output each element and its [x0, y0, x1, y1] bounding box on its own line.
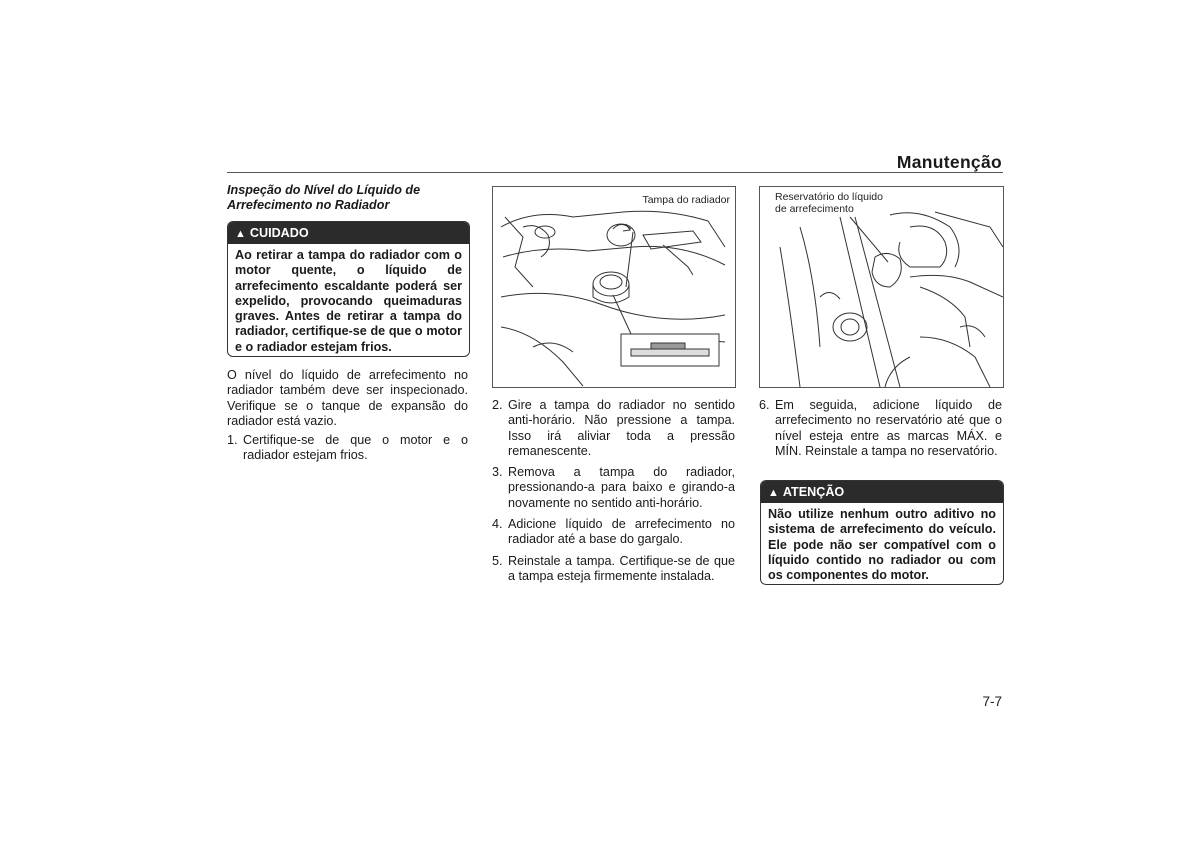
- steps-list-col1: [227, 433, 468, 470]
- steps-list-col3: [759, 398, 1002, 465]
- step-text: Remova a tampa do radiador, pressionando-a para baixo e girando-a novamente no sentido anti-horário.: [508, 465, 735, 510]
- step-text: Adicione líquido de arrefecimento no radiador até a base do gargalo.: [508, 517, 735, 547]
- list-item: [492, 554, 735, 585]
- step-number: 4.: [492, 517, 503, 532]
- step-text: Gire a tampa do radiador no sentido anti-horário. Não pressione a tampa. Isso irá aliviar toda a pressão remanescente.: [508, 398, 735, 458]
- attention-label: ATENÇÃO: [782, 485, 845, 499]
- attention-box: [760, 480, 1004, 585]
- coolant-reservoir-figure: [759, 186, 1004, 388]
- step-number: 5.: [492, 553, 503, 568]
- figure-label-radiator-cap: Tampa do radiador: [642, 194, 730, 206]
- step-text: Reinstale a tampa. Certifique-se de que a tampa esteja firmemente instalada.: [508, 553, 735, 583]
- caution-label: CUIDADO: [249, 226, 309, 240]
- section-subheading: Inspeção do Nível do Líquido de Arrefecimento no Radiador: [227, 183, 421, 213]
- attention-header: [761, 481, 1003, 503]
- step-text: Em seguida, adicione líquido de arrefecimento no reservatório até que o nível esteja entre as marcas MÁX. e MÍN. Reinstale a tampa no reservatório.: [775, 398, 1002, 458]
- figure-label-reservoir-line1: Reservatório do líquido: [775, 191, 883, 203]
- step-number: 1.: [227, 433, 238, 447]
- caution-header: [228, 222, 469, 244]
- coolant-reservoir-illustration: [760, 187, 1003, 387]
- list-item: [492, 465, 735, 511]
- step-number: 2.: [492, 398, 503, 412]
- steps-list-col2: [492, 398, 735, 590]
- caution-box: [227, 221, 470, 357]
- caution-text: Ao retirar a tampa do radiador com o motor quente, o líquido de arrefecimento escaldante poderá ser expelido, provocando queimaduras graves. Antes de retirar a tampa do radiador, certifique-se de que o motor e o radiador estejam frios.: [235, 248, 462, 354]
- radiator-engine-illustration: [493, 187, 735, 387]
- step-number: 3.: [492, 465, 503, 480]
- header-rule: [227, 172, 1003, 173]
- step-number: 6.: [759, 398, 770, 412]
- page-number: 7-7: [982, 694, 1002, 709]
- page-title: Manutenção: [896, 152, 1002, 172]
- warning-triangle-icon: ▲: [235, 228, 246, 240]
- figure-label-reservoir-line2: de arrefecimento: [775, 203, 854, 215]
- warning-triangle-icon: ▲: [768, 487, 779, 499]
- intro-paragraph: O nível do líquido de arrefecimento no radiador também deve ser inspecionado. Verifique se o tanque de expansão do radiador está vazio.: [227, 368, 468, 428]
- radiator-cap-figure: [492, 186, 736, 388]
- list-item: [759, 398, 1002, 459]
- list-item: [227, 433, 468, 464]
- list-item: [492, 517, 735, 548]
- step-text: Certifique-se de que o motor e o radiador estejam frios.: [243, 433, 468, 463]
- attention-text: Não utilize nenhum outro aditivo no sistema de arrefecimento do veículo. Ele pode não ser compatível com o líquido contido no radiador ou com os componentes do motor.: [768, 507, 996, 583]
- list-item: [492, 398, 735, 459]
